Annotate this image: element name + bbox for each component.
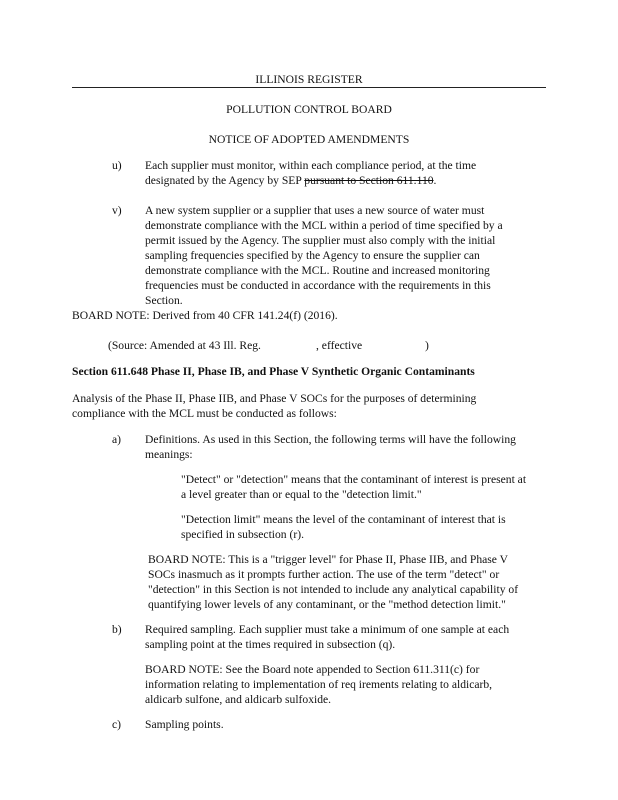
intro-line-2: compliance with the MCL must be conducted as follows: (72, 407, 337, 420)
item-v-line-1: A new system supplier or a supplier that uses a new source of water must (145, 204, 485, 217)
board-title: POLLUTION CONTROL BOARD (226, 103, 392, 116)
item-b-line-1: Required sampling. Each supplier must take a minimum of one sample at each (145, 623, 510, 636)
item-v-line-7: Section. (145, 294, 183, 307)
item-a-line-1: Definitions. As used in this Section, the following terms will have the following (145, 433, 516, 446)
item-u-end: . (433, 174, 437, 187)
item-c-line-1: Sampling points. (145, 718, 224, 731)
item-v-line-5: demonstrate compliance with the MCL. Routine and increased monitoring (145, 264, 490, 277)
item-b-line-2: sampling point at the times required in subsection (q). (145, 638, 396, 651)
item-b-marker: b) (112, 623, 122, 636)
item-b-note-line-1: BOARD NOTE: See the Board note appended to Section 611.311(c) for (145, 663, 480, 676)
item-v-marker: v) (112, 204, 122, 217)
item-v-line-6: frequencies must be conducted in accordance with the requirements in this (145, 279, 491, 292)
item-a-marker: a) (112, 433, 122, 446)
section-heading: Section 611.648 Phase II, Phase IB, and Phase V Synthetic Organic Contaminants (72, 365, 475, 378)
item-b-note-line-3: aldicarb sulfone, and aldicarb sulfoxide. (145, 693, 332, 706)
header-rule (72, 87, 546, 88)
item-u-marker: u) (112, 159, 122, 172)
intro-line-1: Analysis of the Phase II, Phase IIB, and Phase V SOCs for the purposes of determining (72, 392, 477, 405)
item-b-note-line-2: information relating to implementation of req irements relating to aldicarb, (145, 678, 493, 691)
item-u-line-2-text: designated by the Agency by SEP (145, 174, 302, 187)
board-note-derived: BOARD NOTE: Derived from 40 CFR 141.24(f) (2016). (72, 309, 338, 322)
source-effective: , effective (316, 339, 363, 352)
item-v-line-2: demonstrate compliance with the MCL within a period of time specified by a (145, 219, 503, 232)
item-a-note-line-1: BOARD NOTE: This is a "trigger level" for Phase II, Phase IIB, and Phase V (148, 553, 509, 566)
item-a-note-line-2: SOCs inasmuch as it prompts further action. The use of the term "detect" or (148, 568, 500, 581)
register-title: ILLINOIS REGISTER (255, 73, 363, 86)
notice-title: NOTICE OF ADOPTED AMENDMENTS (208, 133, 410, 146)
source-close: ) (425, 339, 429, 352)
def-limit-line-2: specified in subsection (r). (181, 528, 304, 541)
item-u-line-1: Each supplier must monitor, within each compliance period, at the time (145, 159, 477, 172)
def-detect-line-2: a level greater than or equal to the "detection limit." (181, 488, 422, 501)
item-a-note-line-4: quantifying lower levels of any contaminant, or the "method detection limit." (148, 598, 506, 611)
item-u-struck-text: pursuant to Section 611.110 (304, 174, 434, 187)
item-u-line-2 (145, 173, 436, 188)
item-c-marker: c) (112, 718, 122, 731)
item-a-note-line-3: "detection" in this Section is not intended to include any analytical capability of (148, 583, 519, 596)
item-v-line-4: sampling frequencies specified by the Agency to ensure the supplier can (145, 249, 480, 262)
item-a-line-2: meanings: (145, 448, 193, 461)
def-limit-line-1: "Detection limit" means the level of the contaminant of interest that is (181, 513, 506, 526)
def-detect-line-1: "Detect" or "detection" means that the contaminant of interest is present at (181, 473, 527, 486)
source-prefix: (Source: Amended at 43 Ill. Reg. (108, 339, 261, 352)
item-v-line-3: permit issued by the Agency. The supplier must also comply with the initial (145, 234, 496, 247)
